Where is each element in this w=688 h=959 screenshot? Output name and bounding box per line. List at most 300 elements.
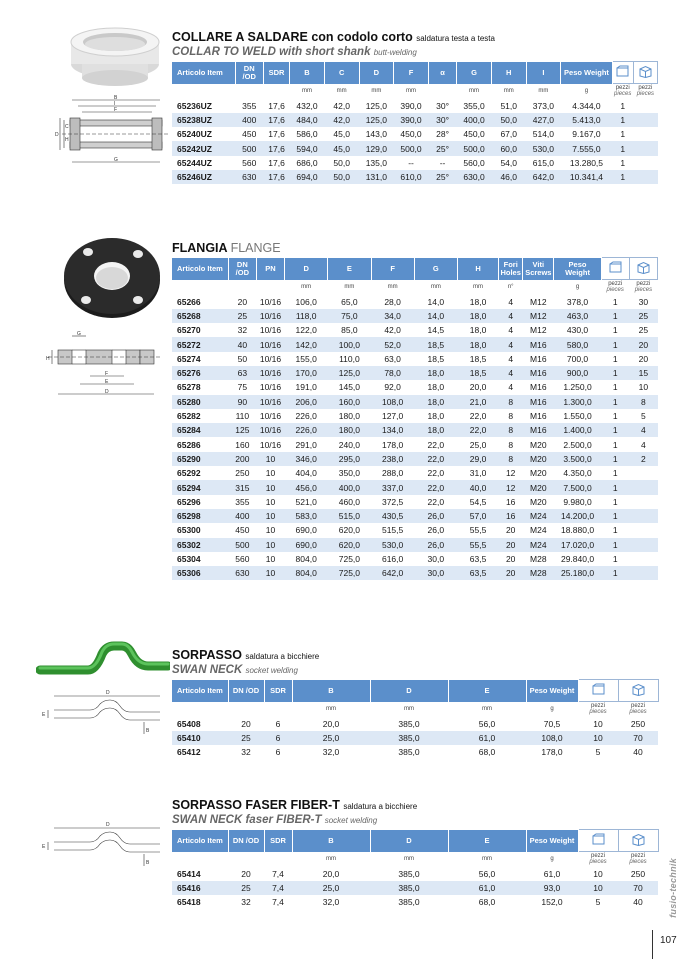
value-cell: 1 bbox=[601, 309, 629, 323]
collar-label-d: D bbox=[55, 132, 59, 138]
value-cell: 155,0 bbox=[285, 352, 328, 366]
value-cell: 355 bbox=[235, 99, 263, 113]
value-cell: 63,5 bbox=[457, 566, 498, 580]
article-code-cell: 65306 bbox=[172, 566, 228, 580]
unit-cell: pezzi bbox=[608, 280, 623, 287]
value-cell: 450 bbox=[228, 523, 256, 537]
value-cell: 1.300,0 bbox=[554, 395, 601, 409]
value-cell: M20 bbox=[523, 466, 554, 480]
value-cell: 26,0 bbox=[414, 523, 457, 537]
carton-box-icon bbox=[631, 833, 646, 846]
value-cell: 9.167,0 bbox=[561, 127, 612, 141]
value-cell: 450,0 bbox=[394, 127, 429, 141]
collar-label-i: I bbox=[114, 101, 116, 107]
value-cell bbox=[629, 566, 657, 580]
value-cell: 560 bbox=[235, 156, 263, 170]
table-header-row bbox=[172, 258, 658, 280]
value-cell: 18,0 bbox=[414, 380, 457, 394]
value-cell: 355,0 bbox=[457, 99, 492, 113]
value-cell: 390,0 bbox=[394, 99, 429, 113]
table-row bbox=[172, 717, 658, 731]
value-cell: 17,6 bbox=[263, 113, 289, 127]
value-cell: 25° bbox=[428, 141, 456, 155]
unit-cell: mm bbox=[526, 84, 561, 99]
value-cell: 620,0 bbox=[328, 538, 371, 552]
unit-cell bbox=[256, 280, 284, 295]
value-cell: 110 bbox=[228, 409, 256, 423]
value-cell: 1 bbox=[601, 337, 629, 351]
value-cell: 54,5 bbox=[457, 495, 498, 509]
value-cell: 10 bbox=[256, 552, 284, 566]
value-cell: M20 bbox=[523, 480, 554, 494]
value-cell: 10/16 bbox=[256, 437, 284, 451]
article-code-cell: 65238UZ bbox=[172, 113, 235, 127]
value-cell: 337,0 bbox=[371, 480, 414, 494]
carton-box-icon bbox=[636, 261, 651, 274]
unit-cell bbox=[228, 852, 264, 867]
value-cell: 29,0 bbox=[457, 452, 498, 466]
value-cell: 8 bbox=[499, 437, 523, 451]
value-cell: 56,0 bbox=[448, 717, 526, 731]
value-cell: 250 bbox=[618, 717, 658, 731]
value-cell: 22,0 bbox=[414, 452, 457, 466]
value-cell: 6 bbox=[264, 745, 292, 759]
unit-cell bbox=[172, 280, 228, 295]
value-cell: 68,0 bbox=[448, 745, 526, 759]
value-cell: M16 bbox=[523, 366, 554, 380]
column-header: D bbox=[285, 258, 328, 280]
value-cell: 514,0 bbox=[526, 127, 561, 141]
value-cell: 456,0 bbox=[285, 480, 328, 494]
value-cell: 13.280,5 bbox=[561, 156, 612, 170]
unit-cell-en: pieces bbox=[629, 859, 647, 866]
value-cell: 67,0 bbox=[491, 127, 526, 141]
value-cell: M28 bbox=[523, 552, 554, 566]
column-header: DN /OD bbox=[228, 830, 264, 852]
article-code-cell: 65246UZ bbox=[172, 170, 235, 184]
value-cell: 291,0 bbox=[285, 437, 328, 451]
swan-label-d: D bbox=[106, 690, 110, 696]
value-cell: 7,4 bbox=[264, 895, 292, 909]
value-cell: 180,0 bbox=[328, 423, 371, 437]
value-cell: 63,0 bbox=[371, 352, 414, 366]
value-cell: 804,0 bbox=[285, 552, 328, 566]
unit-cell: mm bbox=[448, 852, 526, 867]
pieces-column-header bbox=[578, 830, 618, 852]
value-cell: 22,0 bbox=[414, 466, 457, 480]
value-cell: M16 bbox=[523, 337, 554, 351]
value-cell: 450 bbox=[235, 127, 263, 141]
unit-cell bbox=[612, 84, 633, 99]
value-cell: 134,0 bbox=[371, 423, 414, 437]
value-cell: 400 bbox=[228, 509, 256, 523]
value-cell: 18,0 bbox=[414, 409, 457, 423]
unit-cell bbox=[578, 852, 618, 867]
value-cell: 25.180,0 bbox=[554, 566, 601, 580]
value-cell: 630,0 bbox=[457, 170, 492, 184]
value-cell: 10 bbox=[256, 509, 284, 523]
value-cell: 70,5 bbox=[526, 717, 578, 731]
table-row bbox=[172, 409, 658, 423]
value-cell: 30,0 bbox=[414, 552, 457, 566]
value-cell: 10/16 bbox=[256, 323, 284, 337]
column-header: Viti Screws bbox=[523, 258, 554, 280]
value-cell: 54,0 bbox=[491, 156, 526, 170]
value-cell: 1 bbox=[612, 170, 633, 184]
column-header: G bbox=[414, 258, 457, 280]
unit-cell bbox=[618, 702, 658, 717]
sorpasso-table bbox=[172, 679, 659, 759]
value-cell: 22,0 bbox=[457, 409, 498, 423]
column-header: α bbox=[428, 62, 456, 84]
value-cell: 20,0 bbox=[457, 380, 498, 394]
column-header: PN bbox=[256, 258, 284, 280]
value-cell: 10/16 bbox=[256, 366, 284, 380]
value-cell: 30,0 bbox=[414, 566, 457, 580]
swan-faser-label-b: B bbox=[146, 860, 150, 866]
value-cell: 20,0 bbox=[292, 717, 370, 731]
column-header: H bbox=[457, 258, 498, 280]
value-cell: 4 bbox=[499, 309, 523, 323]
value-cell: 18,0 bbox=[414, 366, 457, 380]
value-cell: 4 bbox=[499, 352, 523, 366]
column-header: SDR bbox=[264, 830, 292, 852]
value-cell: 25 bbox=[228, 309, 256, 323]
article-code-cell: 65276 bbox=[172, 366, 228, 380]
value-cell: 25 bbox=[629, 323, 657, 337]
swan-faser-label-e: E bbox=[42, 844, 46, 850]
table-row bbox=[172, 156, 658, 170]
column-header: E bbox=[448, 680, 526, 702]
collare-title-main: COLLARE A SALDARE con codolo corto bbox=[172, 30, 413, 44]
table-row bbox=[172, 309, 658, 323]
value-cell: 142,0 bbox=[285, 337, 328, 351]
value-cell: 1 bbox=[601, 466, 629, 480]
value-cell: 10/16 bbox=[256, 309, 284, 323]
value-cell: 17,6 bbox=[263, 170, 289, 184]
value-cell: 70 bbox=[618, 881, 658, 895]
value-cell: 1 bbox=[612, 156, 633, 170]
unit-cell bbox=[228, 280, 256, 295]
value-cell: 8 bbox=[499, 395, 523, 409]
table-header-row bbox=[172, 680, 658, 702]
article-code-cell: 65278 bbox=[172, 380, 228, 394]
value-cell: 45,0 bbox=[324, 141, 359, 155]
value-cell: 30° bbox=[428, 113, 456, 127]
value-cell: 10 bbox=[256, 452, 284, 466]
value-cell: M24 bbox=[523, 523, 554, 537]
article-code-cell: 65292 bbox=[172, 466, 228, 480]
value-cell: 4 bbox=[499, 380, 523, 394]
unit-cell bbox=[172, 702, 228, 717]
value-cell: M24 bbox=[523, 509, 554, 523]
value-cell: 620,0 bbox=[328, 523, 371, 537]
column-header: D bbox=[359, 62, 394, 84]
column-header: Peso Weight bbox=[554, 258, 601, 280]
table-row bbox=[172, 552, 658, 566]
value-cell: 583,0 bbox=[285, 509, 328, 523]
value-cell: 191,0 bbox=[285, 380, 328, 394]
value-cell: 42,0 bbox=[324, 99, 359, 113]
value-cell: 18,5 bbox=[457, 352, 498, 366]
unit-cell-en: pieces bbox=[589, 859, 607, 866]
value-cell: 373,0 bbox=[526, 99, 561, 113]
value-cell: 10 bbox=[578, 881, 618, 895]
value-cell: 8 bbox=[499, 452, 523, 466]
value-cell: 560 bbox=[228, 552, 256, 566]
value-cell: 10 bbox=[578, 717, 618, 731]
value-cell: 29.840,0 bbox=[554, 552, 601, 566]
value-cell: 10 bbox=[629, 380, 657, 394]
value-cell: M28 bbox=[523, 566, 554, 580]
unit-cell: mm bbox=[290, 84, 325, 99]
collar-label-g: G bbox=[114, 157, 118, 163]
article-code-cell: 65240UZ bbox=[172, 127, 235, 141]
value-cell: 61,0 bbox=[526, 867, 578, 881]
value-cell: 20 bbox=[228, 867, 264, 881]
value-cell: 372,5 bbox=[371, 495, 414, 509]
table-row bbox=[172, 170, 658, 184]
article-code-cell: 65274 bbox=[172, 352, 228, 366]
value-cell bbox=[633, 113, 657, 127]
value-cell: 22,0 bbox=[414, 495, 457, 509]
unit-cell: mm bbox=[285, 280, 328, 295]
carton-box-icon bbox=[638, 65, 653, 78]
value-cell: M12 bbox=[523, 323, 554, 337]
value-cell: 56,0 bbox=[448, 867, 526, 881]
unit-cell: g bbox=[526, 852, 578, 867]
value-cell: 500 bbox=[235, 141, 263, 155]
value-cell: 4.350,0 bbox=[554, 466, 601, 480]
value-cell: 78,0 bbox=[371, 366, 414, 380]
box-column-header bbox=[618, 830, 658, 852]
value-cell: 642,0 bbox=[526, 170, 561, 184]
column-header: B bbox=[292, 830, 370, 852]
value-cell: 170,0 bbox=[285, 366, 328, 380]
value-cell: 28,0 bbox=[371, 295, 414, 309]
pieces-column-header bbox=[578, 680, 618, 702]
value-cell: 31,0 bbox=[457, 466, 498, 480]
value-cell: 160 bbox=[228, 437, 256, 451]
value-cell: 17,6 bbox=[263, 156, 289, 170]
page-number: 107 bbox=[660, 935, 677, 946]
column-header: H bbox=[491, 62, 526, 84]
article-code-cell: 65236UZ bbox=[172, 99, 235, 113]
value-cell: 12 bbox=[499, 466, 523, 480]
value-cell: 17,6 bbox=[263, 127, 289, 141]
unit-cell: pezzi bbox=[630, 852, 645, 859]
value-cell: 1 bbox=[601, 409, 629, 423]
value-cell: 226,0 bbox=[285, 423, 328, 437]
value-cell: 42,0 bbox=[371, 323, 414, 337]
value-cell: 385,0 bbox=[370, 731, 448, 745]
flange-label-g: G bbox=[77, 331, 81, 337]
table-row bbox=[172, 495, 658, 509]
value-cell: 55,5 bbox=[457, 538, 498, 552]
swan-neck-photo bbox=[36, 640, 170, 682]
value-cell: 5 bbox=[578, 745, 618, 759]
value-cell: 430,0 bbox=[554, 323, 601, 337]
column-header: D bbox=[370, 680, 448, 702]
value-cell: 14,0 bbox=[414, 309, 457, 323]
value-cell: 180,0 bbox=[328, 409, 371, 423]
value-cell: 14.200,0 bbox=[554, 509, 601, 523]
collar-label-b: B bbox=[114, 95, 118, 101]
value-cell: 25 bbox=[228, 881, 264, 895]
value-cell: 25,0 bbox=[292, 731, 370, 745]
unit-cell bbox=[428, 84, 456, 99]
value-cell: 1 bbox=[612, 113, 633, 127]
value-cell: 20 bbox=[629, 337, 657, 351]
unit-cell: mm bbox=[394, 84, 429, 99]
value-cell: 18,0 bbox=[457, 309, 498, 323]
unit-cell: mm bbox=[457, 280, 498, 295]
value-cell: 594,0 bbox=[290, 141, 325, 155]
value-cell: 460,0 bbox=[328, 495, 371, 509]
value-cell: 57,0 bbox=[457, 509, 498, 523]
value-cell: 4 bbox=[499, 323, 523, 337]
value-cell: 135,0 bbox=[359, 156, 394, 170]
flangia-table bbox=[172, 257, 658, 580]
value-cell: 32,0 bbox=[292, 895, 370, 909]
unit-cell bbox=[618, 852, 658, 867]
unit-cell: mm bbox=[370, 702, 448, 717]
column-header: E bbox=[328, 258, 371, 280]
value-cell: 355 bbox=[228, 495, 256, 509]
value-cell: 238,0 bbox=[371, 452, 414, 466]
value-cell: 92,0 bbox=[371, 380, 414, 394]
value-cell: 346,0 bbox=[285, 452, 328, 466]
article-code-cell: 65282 bbox=[172, 409, 228, 423]
value-cell: 430,5 bbox=[371, 509, 414, 523]
value-cell: 4 bbox=[499, 337, 523, 351]
value-cell: 68,0 bbox=[448, 895, 526, 909]
brand-logo-text: fusio-technik bbox=[668, 858, 678, 918]
unit-cell-en: pieces bbox=[589, 709, 607, 716]
flange-photo bbox=[58, 230, 166, 322]
value-cell: 10/16 bbox=[256, 409, 284, 423]
column-header: SDR bbox=[264, 680, 292, 702]
value-cell bbox=[629, 552, 657, 566]
value-cell: 4 bbox=[629, 437, 657, 451]
value-cell: 1 bbox=[601, 480, 629, 494]
flange-label-h: H bbox=[46, 356, 50, 362]
unit-cell-en: pieces bbox=[614, 91, 632, 98]
unit-cell: pezzi bbox=[638, 84, 653, 91]
value-cell: 1 bbox=[601, 452, 629, 466]
page-number-divider bbox=[652, 930, 653, 959]
value-cell: 500,0 bbox=[457, 141, 492, 155]
table-row bbox=[172, 323, 658, 337]
value-cell: 515,0 bbox=[328, 509, 371, 523]
sorpasso-faser-title bbox=[172, 798, 658, 814]
value-cell: 42,0 bbox=[324, 113, 359, 127]
value-cell: 40 bbox=[618, 745, 658, 759]
value-cell: 93,0 bbox=[526, 881, 578, 895]
box-column-header bbox=[633, 62, 657, 84]
value-cell: 288,0 bbox=[371, 466, 414, 480]
value-cell: 18,0 bbox=[457, 323, 498, 337]
table-row bbox=[172, 352, 658, 366]
value-cell: 40 bbox=[228, 337, 256, 351]
value-cell: 75 bbox=[228, 380, 256, 394]
value-cell: 10/16 bbox=[256, 380, 284, 394]
value-cell: 10 bbox=[256, 480, 284, 494]
unit-cell: mm bbox=[371, 280, 414, 295]
table-row bbox=[172, 867, 658, 881]
flangia-title bbox=[172, 241, 658, 255]
value-cell: 1 bbox=[612, 127, 633, 141]
table-row bbox=[172, 466, 658, 480]
unit-cell bbox=[523, 280, 554, 295]
table-row bbox=[172, 480, 658, 494]
value-cell: 20 bbox=[629, 352, 657, 366]
article-code-cell: 65266 bbox=[172, 295, 228, 309]
value-cell: 143,0 bbox=[359, 127, 394, 141]
value-cell: 10 bbox=[256, 566, 284, 580]
value-cell: M16 bbox=[523, 395, 554, 409]
table-row bbox=[172, 538, 658, 552]
unit-cell: mm bbox=[359, 84, 394, 99]
single-pack-icon bbox=[615, 65, 630, 78]
value-cell: 9.980,0 bbox=[554, 495, 601, 509]
unit-cell bbox=[264, 702, 292, 717]
value-cell: 500 bbox=[228, 538, 256, 552]
article-code-cell: 65418 bbox=[172, 895, 228, 909]
value-cell: 616,0 bbox=[371, 552, 414, 566]
unit-cell: mm bbox=[491, 84, 526, 99]
value-cell: 20 bbox=[499, 566, 523, 580]
column-header: F bbox=[371, 258, 414, 280]
value-cell: 21,0 bbox=[457, 395, 498, 409]
value-cell: 515,5 bbox=[371, 523, 414, 537]
value-cell: 55,5 bbox=[457, 523, 498, 537]
article-code-cell: 65270 bbox=[172, 323, 228, 337]
value-cell: 1 bbox=[601, 437, 629, 451]
value-cell: 463,0 bbox=[554, 309, 601, 323]
value-cell bbox=[629, 538, 657, 552]
table-row bbox=[172, 566, 658, 580]
value-cell: 385,0 bbox=[370, 895, 448, 909]
table-row bbox=[172, 380, 658, 394]
sorpasso-subtitle bbox=[172, 664, 658, 677]
value-cell: 106,0 bbox=[285, 295, 328, 309]
value-cell: 125 bbox=[228, 423, 256, 437]
value-cell: 32 bbox=[228, 323, 256, 337]
article-code-cell: 65414 bbox=[172, 867, 228, 881]
value-cell: 690,0 bbox=[285, 538, 328, 552]
value-cell: 125,0 bbox=[359, 99, 394, 113]
value-cell: 686,0 bbox=[290, 156, 325, 170]
unit-cell bbox=[264, 852, 292, 867]
table-row bbox=[172, 366, 658, 380]
value-cell: 450,0 bbox=[457, 127, 492, 141]
value-cell: 610,0 bbox=[394, 170, 429, 184]
value-cell: 178,0 bbox=[371, 437, 414, 451]
value-cell: 15 bbox=[629, 366, 657, 380]
value-cell: 7,4 bbox=[264, 867, 292, 881]
value-cell: 65,0 bbox=[328, 295, 371, 309]
value-cell: 10 bbox=[256, 523, 284, 537]
value-cell: M20 bbox=[523, 495, 554, 509]
unit-cell-en: pieces bbox=[606, 287, 624, 294]
flangia-title-main: FLANGIA bbox=[172, 241, 228, 255]
value-cell: 1 bbox=[601, 352, 629, 366]
value-cell: 385,0 bbox=[370, 717, 448, 731]
value-cell: 900,0 bbox=[554, 366, 601, 380]
value-cell: 26,0 bbox=[414, 538, 457, 552]
article-code-cell: 65268 bbox=[172, 309, 228, 323]
